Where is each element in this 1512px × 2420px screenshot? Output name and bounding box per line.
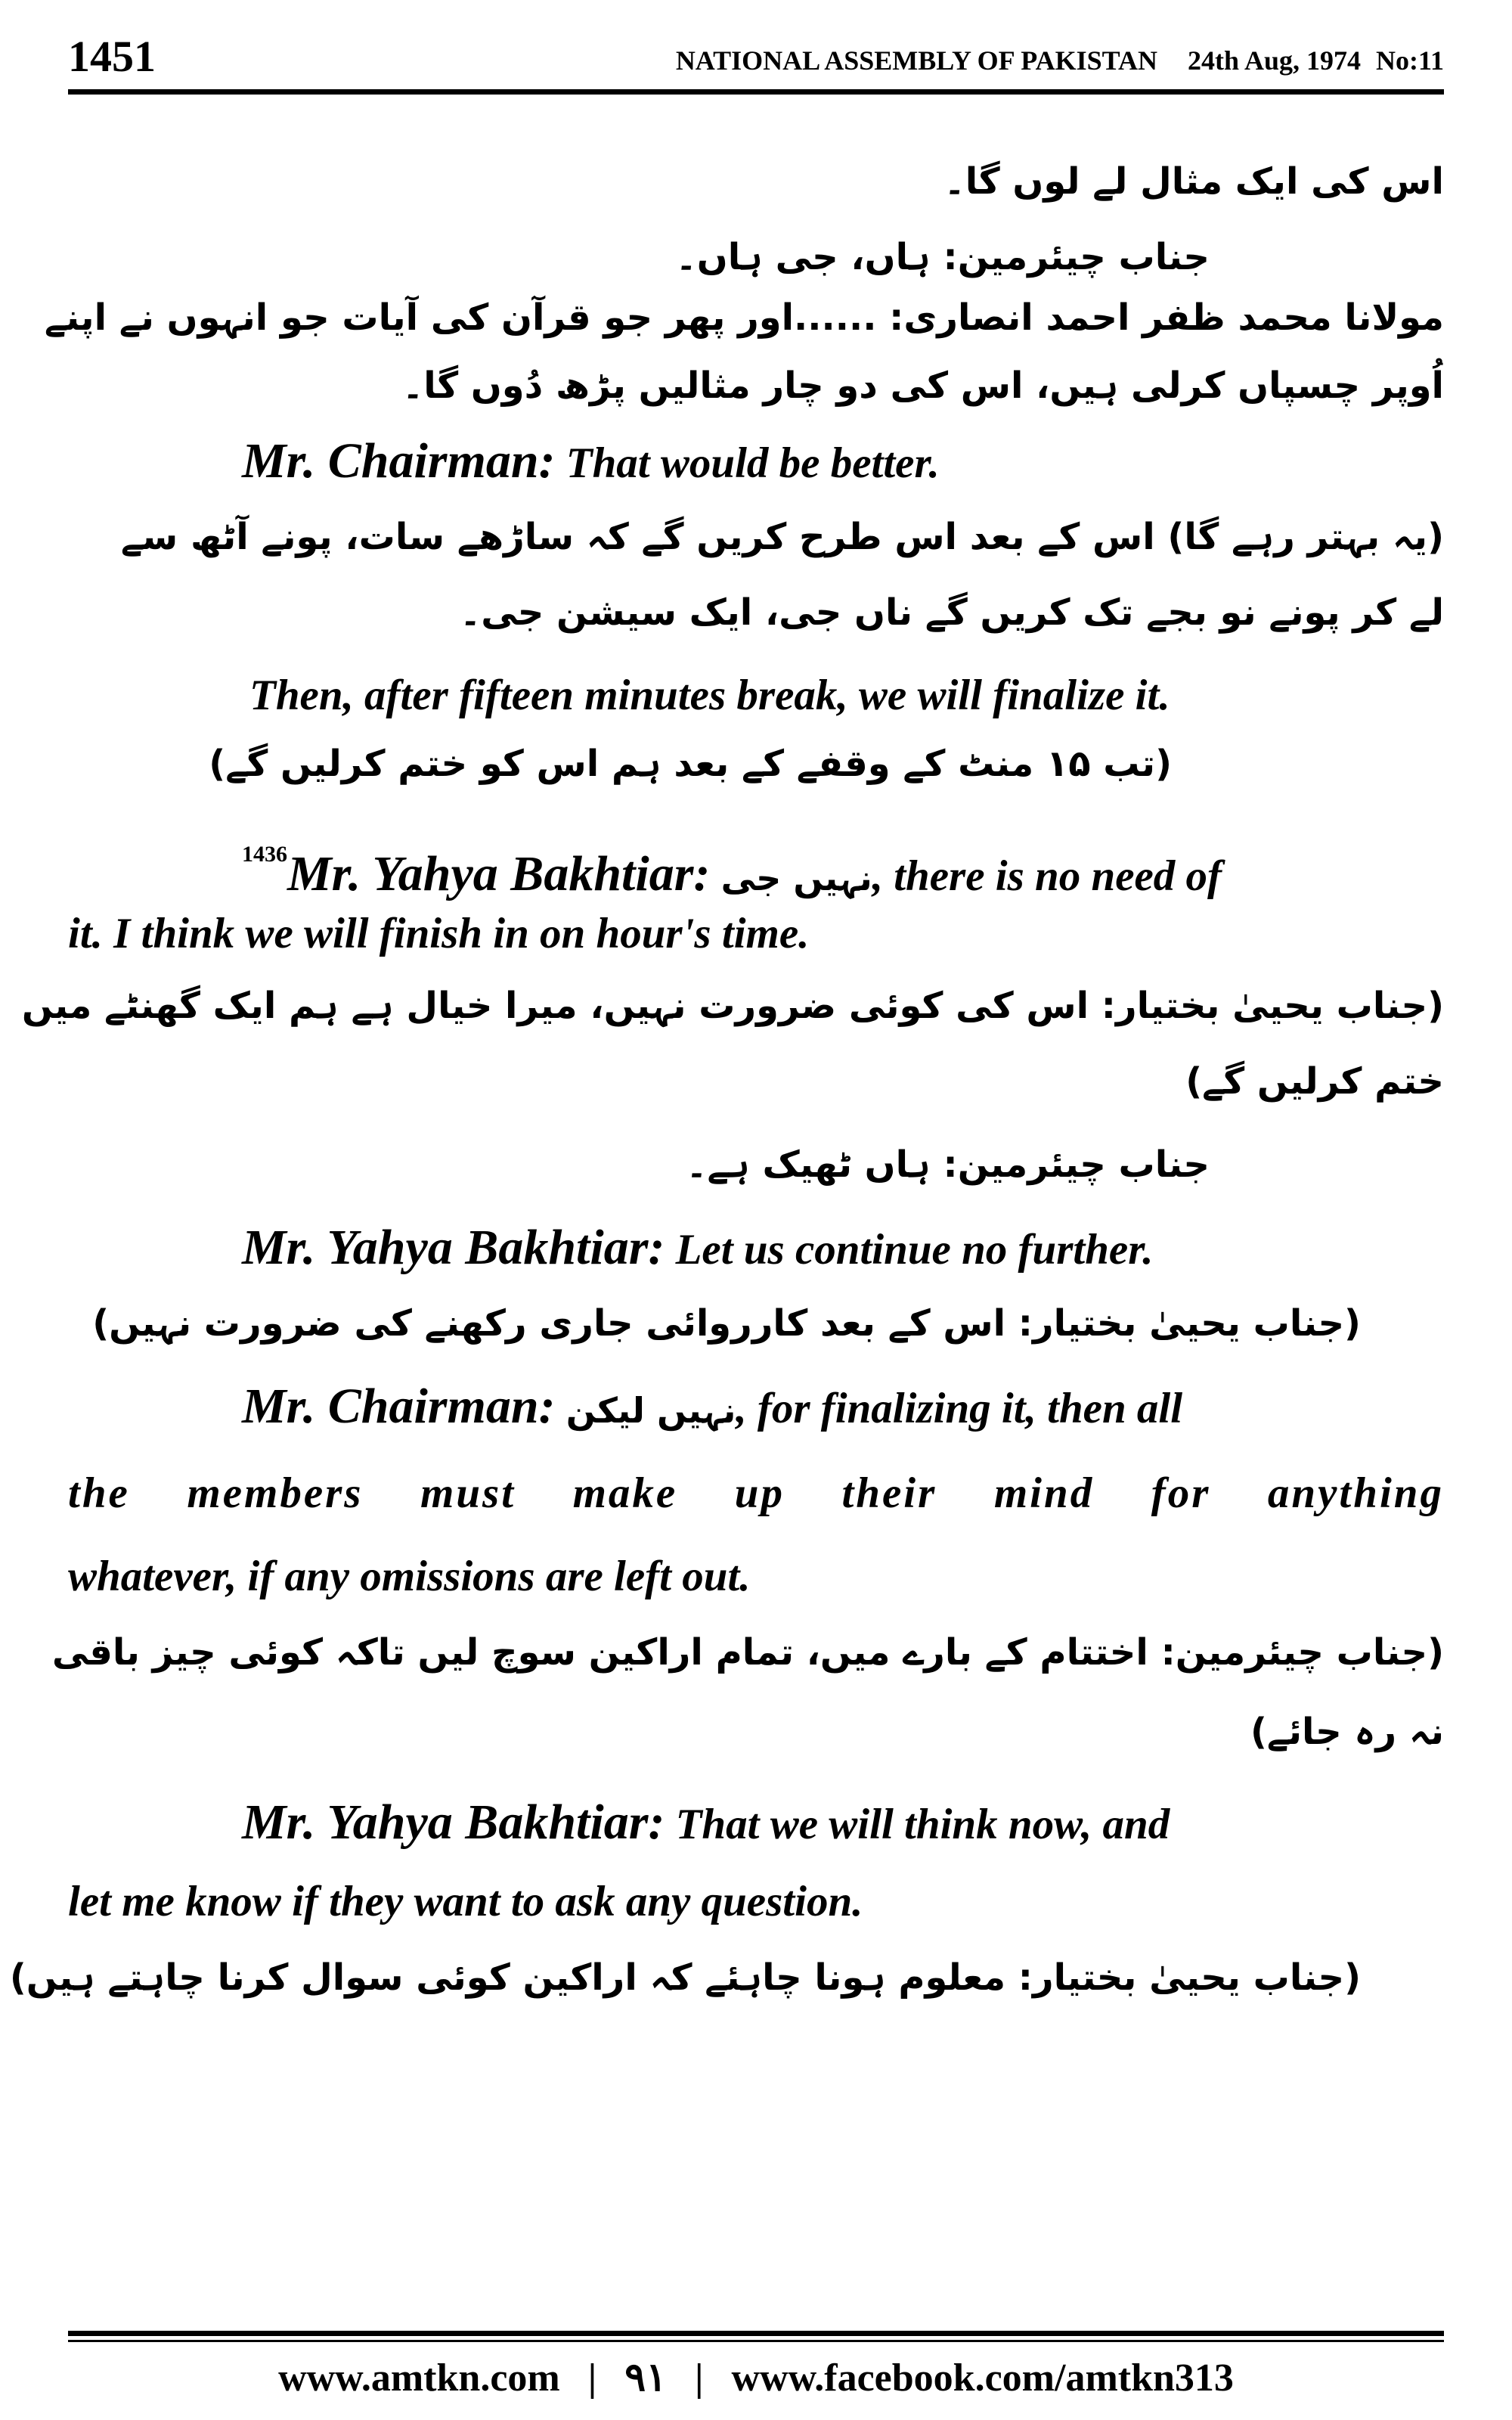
- page-footer: [68, 2352, 1444, 2405]
- inline-urdu: نہیں لیکن: [565, 1390, 736, 1431]
- english-line: [68, 1376, 1444, 1441]
- header-info: [646, 38, 1444, 83]
- footnote-number: 1436: [242, 842, 287, 867]
- urdu-line: لے کر پونے نو بجے تک کریں گے ناں جی، ایک سیشن جی۔: [460, 591, 1444, 634]
- speech-text: , there is no need of: [872, 852, 1222, 900]
- urdu-line: (جناب یحییٰ بختیار: اس کے بعد کارروائی جاری رکھنے کی ضرورت نہیں): [92, 1302, 1361, 1345]
- speech-text: , for finalizing it, then all: [736, 1385, 1183, 1432]
- urdu-line: نہ رہ جائے): [1250, 1711, 1444, 1753]
- speech-text: That would be better.: [565, 439, 940, 487]
- header-issue: No:11: [1376, 45, 1444, 76]
- header-date: 24th Aug, 1974: [1187, 45, 1361, 76]
- footer-rule: [68, 2331, 1444, 2336]
- footer-separator: |: [695, 2356, 704, 2400]
- english-line: [68, 824, 1444, 908]
- footer-separator: |: [587, 2356, 597, 2400]
- urdu-line: (یہ بہتر رہے گا) اس کے بعد اس طرح کریں گے کہ ساڑھے سات، پونے آٹھ سے: [120, 516, 1444, 558]
- english-line: [68, 1792, 1444, 1855]
- speaker-name: Mr. Yahya Bakhtiar:: [287, 846, 711, 901]
- page-number: 1451: [68, 32, 156, 81]
- speech-text: Let us continue no further.: [675, 1226, 1154, 1274]
- urdu-line: اس کی ایک مثال لے لوں گا۔: [943, 160, 1444, 203]
- english-line: whatever, if any omissions are left out.: [68, 1553, 751, 1600]
- speaker-name: Mr. Chairman:: [242, 1379, 556, 1434]
- urdu-line: (تب ۱۵ منٹ کے وقفے کے بعد ہم اس کو ختم کرلیں گے): [209, 743, 1172, 785]
- urdu-line: اُوپر چسپاں کرلی ہیں، اس کی دو چار مثالیں پڑھ دُوں گا۔: [402, 365, 1444, 407]
- urdu-line: (جناب یحییٰ بختیار: اس کی کوئی ضرورت نہیں، میرا خیال ہے ہم ایک گھنٹے میں: [21, 985, 1444, 1027]
- urdu-line: مولانا محمد ظفر احمد انصاری: ......اور پھر جو قرآن کی آیات جو انہوں نے اپنے: [44, 296, 1444, 339]
- footer-rule-thin: [68, 2340, 1444, 2342]
- urdu-line: (جناب چیئرمین: اختتام کے بارے میں، تمام اراکین سوچ لیں تاکہ کوئی چیز باقی: [51, 1631, 1444, 1674]
- header-rule: [68, 89, 1444, 95]
- english-line: Then, after fifteen minutes break, we will finalize it.: [249, 672, 1170, 719]
- english-line: [68, 1218, 1444, 1280]
- footer-website-link[interactable]: www.amtkn.com: [278, 2356, 560, 2400]
- footer-page-number: ۹۱: [624, 2356, 668, 2400]
- english-line: [68, 431, 1444, 494]
- urdu-line: ختم کرلیں گے): [1185, 1060, 1444, 1103]
- urdu-line: جناب چیئرمین: ہاں ٹھیک ہے۔: [686, 1143, 1210, 1186]
- speaker-name: Mr. Yahya Bakhtiar:: [242, 1220, 665, 1275]
- english-line: it. I think we will finish in on hour's time.: [68, 910, 810, 957]
- speaker-name: Mr. Yahya Bakhtiar:: [242, 1795, 665, 1850]
- urdu-line: جناب چیئرمین: ہاں، جی ہاں۔: [675, 236, 1210, 278]
- inline-urdu: نہیں جی: [720, 858, 872, 898]
- footer-facebook-link[interactable]: www.facebook.com/amtkn313: [731, 2356, 1234, 2400]
- english-line: the members must make up their mind for anything: [68, 1469, 1444, 1517]
- urdu-line: (جناب یحییٰ بختیار: معلوم ہونا چاہئے کہ اراکین کوئی سوال کرنا چاہتے ہیں): [9, 1956, 1361, 1999]
- english-line: let me know if they want to ask any question.: [68, 1878, 863, 1925]
- speech-text: That we will think now, and: [675, 1801, 1170, 1848]
- page-header: [68, 30, 1444, 83]
- header-title: NATIONAL ASSEMBLY OF PAKISTAN: [675, 45, 1157, 76]
- speaker-name: Mr. Chairman:: [242, 433, 556, 489]
